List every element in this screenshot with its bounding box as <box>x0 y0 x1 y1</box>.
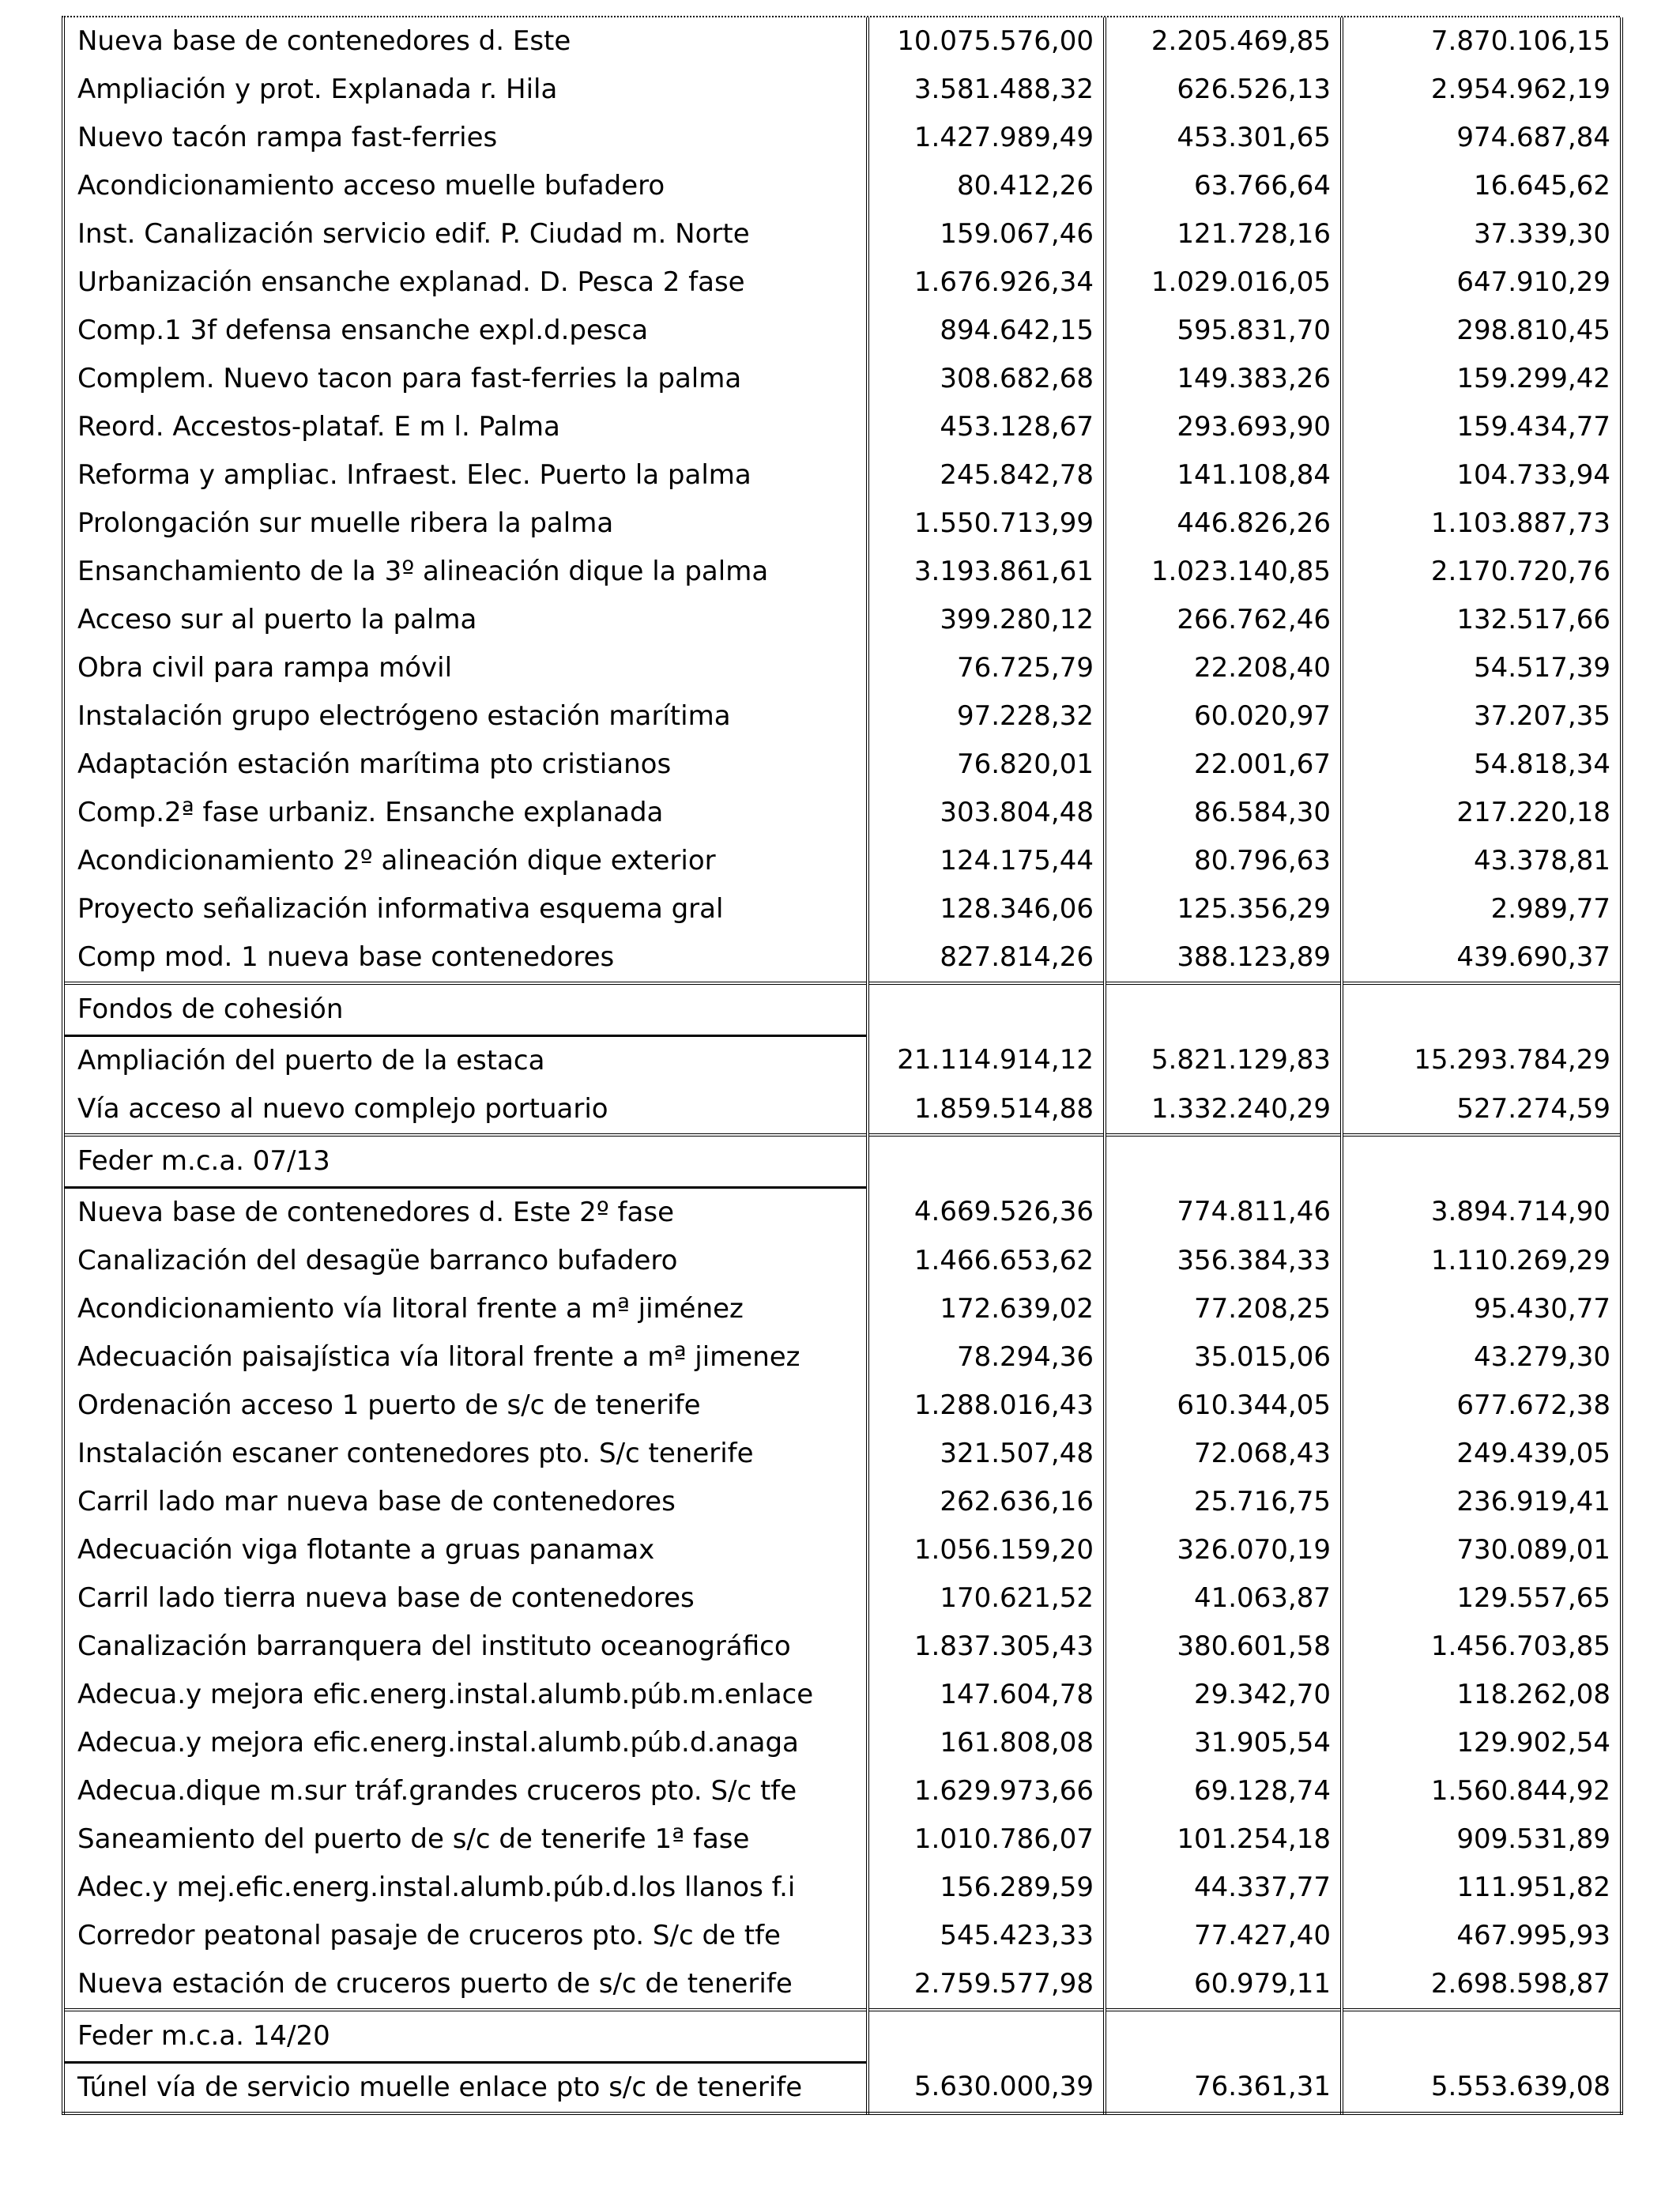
row-amount-total: 1.859.514,88 <box>868 1085 1105 1135</box>
row-amount-pending: 43.279,30 <box>1342 1333 1622 1382</box>
row-amount-pending: 236.919,41 <box>1342 1478 1622 1526</box>
table-row <box>63 1960 1622 2010</box>
table-row <box>63 1188 1622 1238</box>
table-row <box>63 258 1622 307</box>
row-amount-total: 170.621,52 <box>868 1574 1105 1623</box>
row-amount-executed: 72.068,43 <box>1105 1430 1342 1478</box>
table-row <box>63 1526 1622 1574</box>
row-amount-pending: 439.690,37 <box>1342 933 1622 983</box>
row-amount-pending: 2.170.720,76 <box>1342 548 1622 596</box>
row-description: Ampliación del puerto de la estaca <box>63 1036 868 1086</box>
section-title: Feder m.c.a. 14/20 <box>63 2010 868 2063</box>
table-row <box>63 1671 1622 1719</box>
row-description: Nuevo tacón rampa fast-ferries <box>63 114 868 162</box>
table-row <box>63 1036 1622 1086</box>
row-amount-executed: 22.001,67 <box>1105 741 1342 789</box>
row-description: Acondicionamiento acceso muelle bufadero <box>63 162 868 210</box>
section-empty-cell <box>1105 983 1342 1036</box>
row-amount-pending: 5.553.639,08 <box>1342 2063 1622 2114</box>
table-row <box>63 885 1622 933</box>
row-amount-executed: 101.254,18 <box>1105 1815 1342 1864</box>
row-amount-executed: 77.427,40 <box>1105 1912 1342 1960</box>
row-amount-pending: 249.439,05 <box>1342 1430 1622 1478</box>
row-amount-total: 262.636,16 <box>868 1478 1105 1526</box>
row-amount-total: 2.759.577,98 <box>868 1960 1105 2010</box>
table-row <box>63 1623 1622 1671</box>
row-description: Obra civil para rampa móvil <box>63 644 868 692</box>
row-amount-pending: 43.378,81 <box>1342 837 1622 885</box>
section-empty-cell <box>868 1135 1105 1188</box>
table-row <box>63 1430 1622 1478</box>
table-row <box>63 66 1622 114</box>
row-amount-pending: 159.434,77 <box>1342 403 1622 451</box>
row-amount-pending: 104.733,94 <box>1342 451 1622 499</box>
row-amount-executed: 63.766,64 <box>1105 162 1342 210</box>
row-amount-pending: 909.531,89 <box>1342 1815 1622 1864</box>
row-amount-executed: 22.208,40 <box>1105 644 1342 692</box>
row-amount-pending: 677.672,38 <box>1342 1382 1622 1430</box>
row-amount-pending: 95.430,77 <box>1342 1285 1622 1333</box>
section-empty-cell <box>1342 2010 1622 2063</box>
row-amount-executed: 1.332.240,29 <box>1105 1085 1342 1135</box>
row-description: Ensanchamiento de la 3º alineación dique la palma <box>63 548 868 596</box>
row-description: Canalización barranquera del instituto oceanográfico <box>63 1623 868 1671</box>
row-amount-pending: 3.894.714,90 <box>1342 1188 1622 1238</box>
section-header-row <box>63 2010 1622 2063</box>
row-amount-pending: 298.810,45 <box>1342 307 1622 355</box>
row-amount-executed: 446.826,26 <box>1105 499 1342 548</box>
table-row <box>63 548 1622 596</box>
table-row <box>63 1719 1622 1767</box>
row-description: Adec.y mej.efic.energ.instal.alumb.púb.d.los llanos f.i <box>63 1864 868 1912</box>
row-amount-pending: 2.698.598,87 <box>1342 1960 1622 2010</box>
row-amount-pending: 1.560.844,92 <box>1342 1767 1622 1815</box>
row-description: Comp.1 3f defensa ensanche expl.d.pesca <box>63 307 868 355</box>
row-description: Urbanización ensanche explanad. D. Pesca 2 fase <box>63 258 868 307</box>
row-amount-pending: 37.339,30 <box>1342 210 1622 258</box>
row-amount-total: 159.067,46 <box>868 210 1105 258</box>
row-amount-total: 97.228,32 <box>868 692 1105 741</box>
table-row <box>63 837 1622 885</box>
row-amount-executed: 149.383,26 <box>1105 355 1342 403</box>
section-title: Fondos de cohesión <box>63 983 868 1036</box>
row-amount-total: 21.114.914,12 <box>868 1036 1105 1086</box>
table-row <box>63 1085 1622 1135</box>
row-amount-executed: 125.356,29 <box>1105 885 1342 933</box>
table-row <box>63 1574 1622 1623</box>
row-amount-executed: 29.342,70 <box>1105 1671 1342 1719</box>
section-empty-cell <box>868 2010 1105 2063</box>
row-amount-total: 78.294,36 <box>868 1333 1105 1382</box>
row-amount-executed: 356.384,33 <box>1105 1237 1342 1285</box>
row-amount-total: 76.820,01 <box>868 741 1105 789</box>
row-description: Adecuación paisajística vía litoral frente a mª jimenez <box>63 1333 868 1382</box>
table-row <box>63 307 1622 355</box>
section-empty-cell <box>1105 2010 1342 2063</box>
row-description: Prolongación sur muelle ribera la palma <box>63 499 868 548</box>
row-amount-pending: 16.645,62 <box>1342 162 1622 210</box>
table-row <box>63 692 1622 741</box>
row-amount-total: 1.676.926,34 <box>868 258 1105 307</box>
row-amount-total: 147.604,78 <box>868 1671 1105 1719</box>
row-amount-total: 76.725,79 <box>868 644 1105 692</box>
row-amount-total: 321.507,48 <box>868 1430 1105 1478</box>
row-amount-executed: 60.979,11 <box>1105 1960 1342 2010</box>
row-amount-executed: 35.015,06 <box>1105 1333 1342 1382</box>
row-amount-executed: 610.344,05 <box>1105 1382 1342 1430</box>
row-description: Saneamiento del puerto de s/c de tenerife 1ª fase <box>63 1815 868 1864</box>
row-amount-executed: 1.029.016,05 <box>1105 258 1342 307</box>
row-amount-total: 3.193.861,61 <box>868 548 1105 596</box>
row-amount-total: 545.423,33 <box>868 1912 1105 1960</box>
row-amount-pending: 159.299,42 <box>1342 355 1622 403</box>
row-amount-total: 245.842,78 <box>868 451 1105 499</box>
row-amount-pending: 1.456.703,85 <box>1342 1623 1622 1671</box>
row-description: Ampliación y prot. Explanada r. Hila <box>63 66 868 114</box>
table-row <box>63 644 1622 692</box>
row-amount-pending: 217.220,18 <box>1342 789 1622 837</box>
row-amount-total: 156.289,59 <box>868 1864 1105 1912</box>
row-amount-executed: 626.526,13 <box>1105 66 1342 114</box>
row-amount-total: 894.642,15 <box>868 307 1105 355</box>
row-description: Comp.2ª fase urbaniz. Ensanche explanada <box>63 789 868 837</box>
table-row <box>63 596 1622 644</box>
row-description: Vía acceso al nuevo complejo portuario <box>63 1085 868 1135</box>
row-amount-total: 124.175,44 <box>868 837 1105 885</box>
row-amount-executed: 2.205.469,85 <box>1105 17 1342 66</box>
row-amount-executed: 25.716,75 <box>1105 1478 1342 1526</box>
row-amount-total: 308.682,68 <box>868 355 1105 403</box>
table-row <box>63 789 1622 837</box>
row-amount-executed: 121.728,16 <box>1105 210 1342 258</box>
row-amount-executed: 326.070,19 <box>1105 1526 1342 1574</box>
row-description: Reforma y ampliac. Infraest. Elec. Puerto la palma <box>63 451 868 499</box>
row-description: Adecua.y mejora efic.energ.instal.alumb.púb.m.enlace <box>63 1671 868 1719</box>
table-row <box>63 1864 1622 1912</box>
table-row <box>63 499 1622 548</box>
row-amount-executed: 293.693,90 <box>1105 403 1342 451</box>
row-description: Adaptación estación marítima pto cristianos <box>63 741 868 789</box>
row-amount-total: 399.280,12 <box>868 596 1105 644</box>
table-row <box>63 1815 1622 1864</box>
section-title: Feder m.c.a. 07/13 <box>63 1135 868 1188</box>
table-row <box>63 1767 1622 1815</box>
row-description: Reord. Accestos-plataf. E m l. Palma <box>63 403 868 451</box>
row-amount-total: 1.837.305,43 <box>868 1623 1105 1671</box>
row-description: Carril lado mar nueva base de contenedores <box>63 1478 868 1526</box>
row-amount-total: 80.412,26 <box>868 162 1105 210</box>
row-amount-executed: 5.821.129,83 <box>1105 1036 1342 1086</box>
row-amount-pending: 132.517,66 <box>1342 596 1622 644</box>
row-amount-executed: 141.108,84 <box>1105 451 1342 499</box>
table-row <box>63 933 1622 983</box>
row-amount-pending: 730.089,01 <box>1342 1526 1622 1574</box>
row-description: Canalización del desagüe barranco bufadero <box>63 1237 868 1285</box>
row-amount-total: 1.629.973,66 <box>868 1767 1105 1815</box>
row-amount-pending: 1.110.269,29 <box>1342 1237 1622 1285</box>
row-description: Acceso sur al puerto la palma <box>63 596 868 644</box>
row-amount-pending: 37.207,35 <box>1342 692 1622 741</box>
table-row <box>63 741 1622 789</box>
row-description: Nueva estación de cruceros puerto de s/c de tenerife <box>63 1960 868 2010</box>
table-row <box>63 210 1622 258</box>
row-amount-pending: 527.274,59 <box>1342 1085 1622 1135</box>
row-description: Carril lado tierra nueva base de contenedores <box>63 1574 868 1623</box>
row-amount-executed: 1.023.140,85 <box>1105 548 1342 596</box>
row-description: Adecua.y mejora efic.energ.instal.alumb.púb.d.anaga <box>63 1719 868 1767</box>
row-amount-executed: 44.337,77 <box>1105 1864 1342 1912</box>
row-description: Inst. Canalización servicio edif. P. Ciudad m. Norte <box>63 210 868 258</box>
row-amount-pending: 2.954.962,19 <box>1342 66 1622 114</box>
row-amount-total: 3.581.488,32 <box>868 66 1105 114</box>
row-amount-pending: 7.870.106,15 <box>1342 17 1622 66</box>
row-amount-executed: 41.063,87 <box>1105 1574 1342 1623</box>
row-amount-executed: 266.762,46 <box>1105 596 1342 644</box>
row-amount-total: 172.639,02 <box>868 1285 1105 1333</box>
row-amount-executed: 69.128,74 <box>1105 1767 1342 1815</box>
row-amount-pending: 15.293.784,29 <box>1342 1036 1622 1086</box>
row-amount-executed: 76.361,31 <box>1105 2063 1342 2114</box>
row-amount-pending: 467.995,93 <box>1342 1912 1622 1960</box>
row-description: Adecuación viga flotante a gruas panamax <box>63 1526 868 1574</box>
row-description: Nueva base de contenedores d. Este 2º fase <box>63 1188 868 1238</box>
row-amount-executed: 77.208,25 <box>1105 1285 1342 1333</box>
table-row <box>63 162 1622 210</box>
row-amount-pending: 54.517,39 <box>1342 644 1622 692</box>
row-amount-executed: 388.123,89 <box>1105 933 1342 983</box>
row-amount-total: 161.808,08 <box>868 1719 1105 1767</box>
row-description: Corredor peatonal pasaje de cruceros pto. S/c de tfe <box>63 1912 868 1960</box>
table-row <box>63 1382 1622 1430</box>
row-amount-total: 4.669.526,36 <box>868 1188 1105 1238</box>
investment-table-body <box>63 17 1622 2113</box>
row-amount-pending: 129.557,65 <box>1342 1574 1622 1623</box>
table-row <box>63 1478 1622 1526</box>
section-empty-cell <box>1105 1135 1342 1188</box>
row-amount-pending: 1.103.887,73 <box>1342 499 1622 548</box>
row-description: Acondicionamiento vía litoral frente a mª jiménez <box>63 1285 868 1333</box>
row-amount-pending: 129.902,54 <box>1342 1719 1622 1767</box>
table-row <box>63 355 1622 403</box>
table-row <box>63 114 1622 162</box>
table-row <box>63 17 1622 66</box>
row-amount-total: 453.128,67 <box>868 403 1105 451</box>
row-amount-pending: 118.262,08 <box>1342 1671 1622 1719</box>
row-amount-total: 303.804,48 <box>868 789 1105 837</box>
section-header-row <box>63 983 1622 1036</box>
row-amount-pending: 647.910,29 <box>1342 258 1622 307</box>
row-description: Acondicionamiento 2º alineación dique exterior <box>63 837 868 885</box>
row-amount-executed: 31.905,54 <box>1105 1719 1342 1767</box>
row-amount-total: 1.466.653,62 <box>868 1237 1105 1285</box>
row-description: Complem. Nuevo tacon para fast-ferries la palma <box>63 355 868 403</box>
table-row <box>63 1912 1622 1960</box>
row-amount-executed: 80.796,63 <box>1105 837 1342 885</box>
section-empty-cell <box>1342 1135 1622 1188</box>
section-header-row <box>63 1135 1622 1188</box>
table-row <box>63 451 1622 499</box>
row-amount-total: 5.630.000,39 <box>868 2063 1105 2114</box>
row-amount-executed: 595.831,70 <box>1105 307 1342 355</box>
row-description: Proyecto señalización informativa esquema gral <box>63 885 868 933</box>
section-empty-cell <box>1342 983 1622 1036</box>
row-description: Ordenación acceso 1 puerto de s/c de tenerife <box>63 1382 868 1430</box>
investment-table-sheet <box>62 17 1620 2115</box>
row-amount-total: 1.288.016,43 <box>868 1382 1105 1430</box>
table-row <box>63 1285 1622 1333</box>
table-row <box>63 2063 1622 2114</box>
row-amount-total: 1.550.713,99 <box>868 499 1105 548</box>
row-amount-total: 1.427.989,49 <box>868 114 1105 162</box>
row-description: Instalación grupo electrógeno estación marítima <box>63 692 868 741</box>
row-amount-total: 1.010.786,07 <box>868 1815 1105 1864</box>
row-amount-total: 128.346,06 <box>868 885 1105 933</box>
row-amount-total: 1.056.159,20 <box>868 1526 1105 1574</box>
row-description: Instalación escaner contenedores pto. S/c tenerife <box>63 1430 868 1478</box>
row-amount-executed: 453.301,65 <box>1105 114 1342 162</box>
row-amount-executed: 86.584,30 <box>1105 789 1342 837</box>
table-row <box>63 1333 1622 1382</box>
row-amount-pending: 2.989,77 <box>1342 885 1622 933</box>
row-amount-executed: 60.020,97 <box>1105 692 1342 741</box>
row-description: Adecua.dique m.sur tráf.grandes cruceros pto. S/c tfe <box>63 1767 868 1815</box>
row-amount-pending: 974.687,84 <box>1342 114 1622 162</box>
row-amount-pending: 54.818,34 <box>1342 741 1622 789</box>
row-description: Comp mod. 1 nueva base contenedores <box>63 933 868 983</box>
row-amount-executed: 774.811,46 <box>1105 1188 1342 1238</box>
row-amount-pending: 111.951,82 <box>1342 1864 1622 1912</box>
row-description: Túnel vía de servicio muelle enlace pto s/c de tenerife <box>63 2063 868 2114</box>
section-empty-cell <box>868 983 1105 1036</box>
row-amount-total: 10.075.576,00 <box>868 17 1105 66</box>
table-row <box>63 1237 1622 1285</box>
row-description: Nueva base de contenedores d. Este <box>63 17 868 66</box>
investment-table <box>62 17 1623 2115</box>
row-amount-total: 827.814,26 <box>868 933 1105 983</box>
row-amount-executed: 380.601,58 <box>1105 1623 1342 1671</box>
table-row <box>63 403 1622 451</box>
